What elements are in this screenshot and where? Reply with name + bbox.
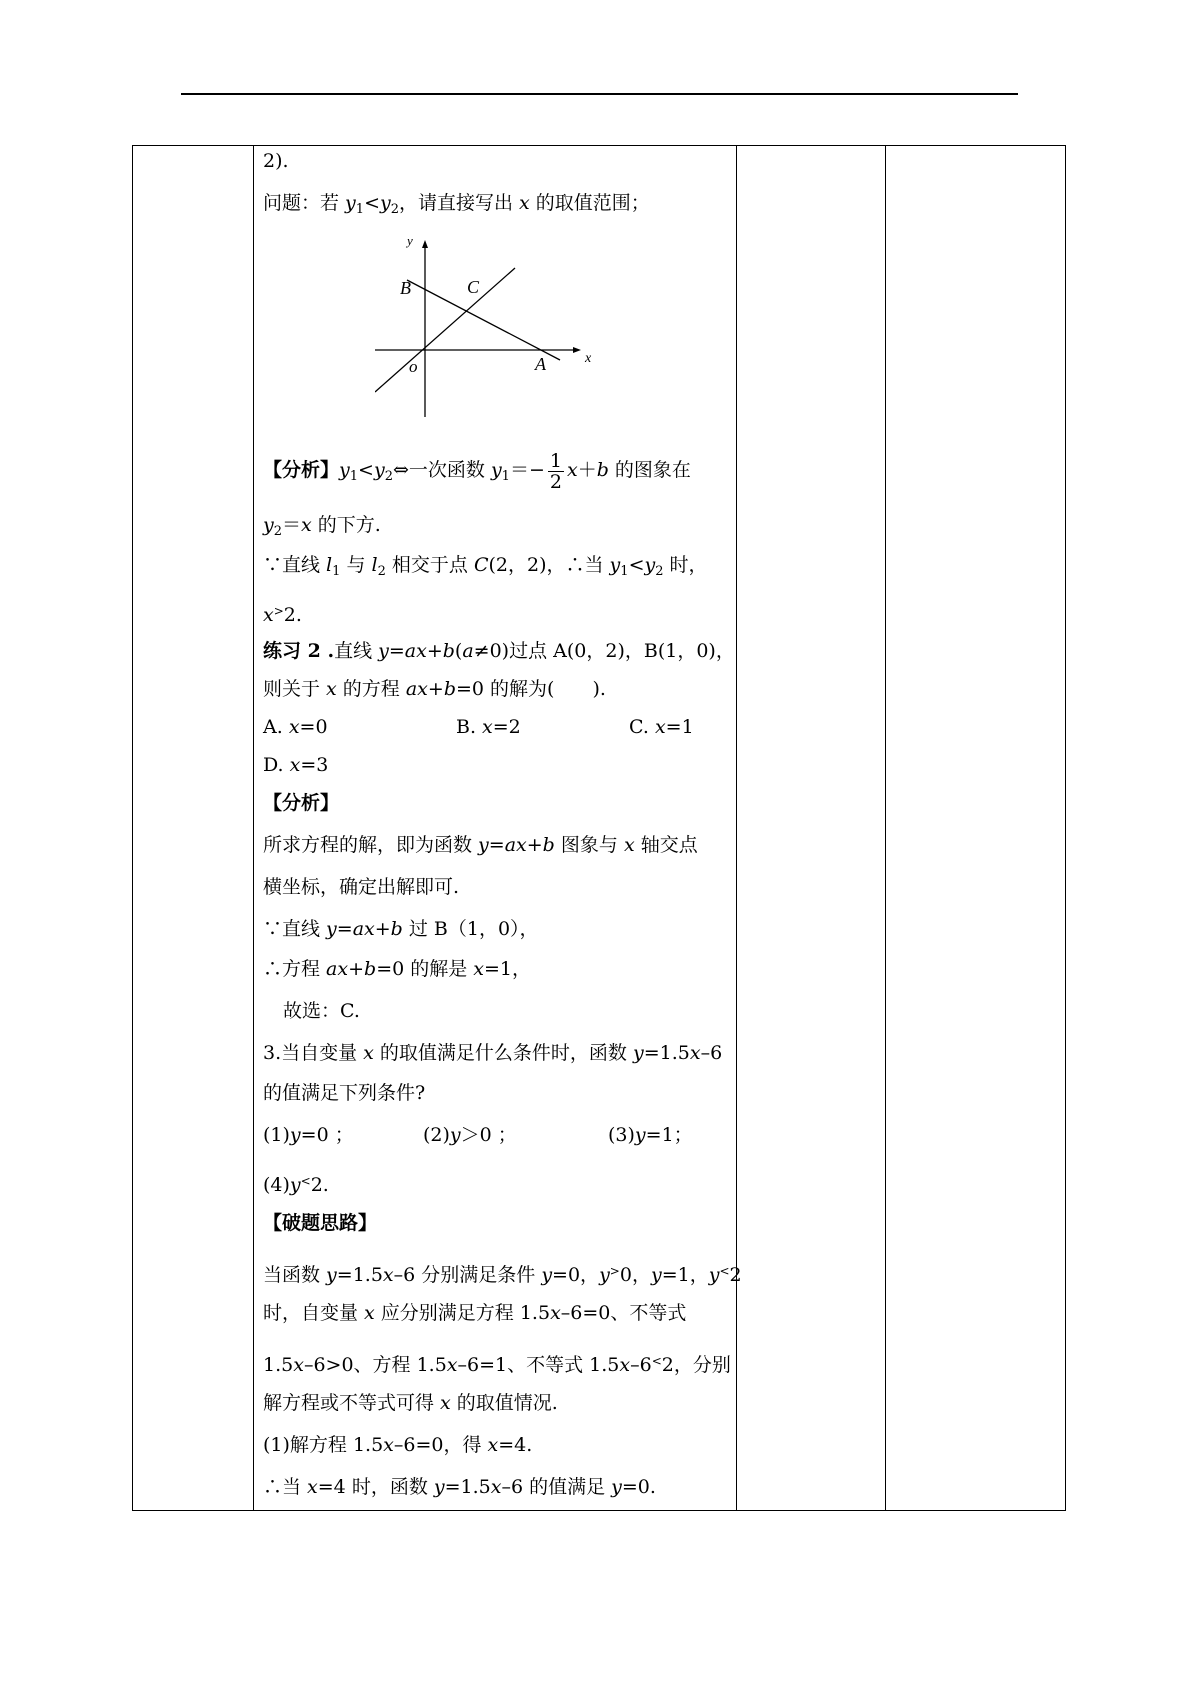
option-a: A. x=0: [263, 716, 328, 738]
analysis-2-line-2: 横坐标，确定出解即可.: [263, 876, 460, 898]
problem-3-line-2: 的值满足下列条件?: [263, 1082, 426, 1104]
solution-line-4: 解方程或不等式可得 x 的取值情况.: [263, 1392, 558, 1414]
condition-4: (4)y<2.: [263, 1174, 329, 1196]
point-b-label: B: [400, 278, 411, 298]
solution-line-5: (1)解方程 1.5x–6=0，得 x=4.: [263, 1434, 533, 1456]
answer-line: 故选：C.: [283, 1000, 360, 1022]
condition-3: (3)y=1；: [608, 1124, 693, 1146]
fraction-one-half: $\frac{1}{2}$: [549, 449, 562, 493]
solution-line-2: 时，自变量 x 应分别满足方程 1.5x–6=0、不等式: [263, 1302, 687, 1324]
point-c-label: C: [467, 277, 480, 297]
question-line: 问题：若 $y_1<y_2$，请直接写出 x 的取值范围；: [263, 192, 650, 217]
analysis-line-2: $y_2=x$ 的下方.: [263, 514, 381, 539]
solution-line-1: 当函数 y=1.5x–6 分别满足条件 y=0，y>0，y=1，y<2: [263, 1264, 742, 1286]
condition-1: (1)y=0 ；: [263, 1124, 354, 1146]
line-01: 2).: [263, 150, 289, 172]
solution-heading: 【破题思路】: [263, 1212, 378, 1234]
x-axis-label: x: [585, 351, 592, 366]
analysis-2-line-3: ∵直线 y=ax+b 过 B（1，0），: [263, 918, 539, 940]
header-rule: [181, 93, 1018, 95]
origin-label: o: [409, 357, 418, 376]
point-a-label: A: [535, 354, 546, 374]
option-d: D. x=3: [263, 754, 329, 776]
analysis-line-4: x>2.: [263, 604, 302, 626]
analysis-2-line-1: 所求方程的解，即为函数 y=ax+b 图象与 x 轴交点: [263, 834, 698, 856]
y-axis-arrow: [422, 240, 428, 248]
line-y2: [375, 268, 515, 392]
analysis-line-1: 【分析】$y_1<y_2\Leftrightarrow$一次函数 $y_1=-$ $\frac{1}{2}$ x＋b 的图象在: [263, 449, 691, 493]
column-divider-2: [736, 146, 737, 1510]
function-graph: [375, 232, 605, 422]
column-divider-3: [885, 146, 886, 1510]
option-c: C. x=1: [629, 716, 694, 738]
analysis-heading-2: 【分析】: [263, 792, 340, 814]
line-y1: [407, 280, 560, 360]
condition-2: (2)y＞0 ；: [423, 1124, 517, 1146]
x-axis-arrow: [573, 347, 581, 353]
y-axis-label: y: [407, 233, 413, 248]
analysis-line-3: ∵直线 $l_1$ 与 $l_2$ 相交于点 C(2，2)，∴当 $y_1<y_2$ 时，: [263, 554, 708, 579]
exercise-2-line-1: 练习 2 .直线 y=ax+b(a≠0)过点 A(0，2)，B(1，0)，: [263, 640, 735, 662]
analysis-2-line-4: ∴方程 ax+b=0 的解是 x=1，: [263, 958, 532, 980]
column-divider-1: [253, 146, 254, 1510]
option-b: B. x=2: [456, 716, 521, 738]
problem-3-line-1: 3.当自变量 x 的取值满足什么条件时，函数 y=1.5x–6: [263, 1042, 723, 1064]
solution-line-6: ∴当 x=4 时，函数 y=1.5x–6 的值满足 y=0.: [263, 1476, 656, 1498]
exercise-2-line-2: 则关于 x 的方程 ax+b=0 的解为( ).: [263, 678, 606, 700]
solution-line-3: 1.5x–6>0、方程 1.5x–6=1、不等式 1.5x–6<2，分别: [263, 1354, 731, 1376]
